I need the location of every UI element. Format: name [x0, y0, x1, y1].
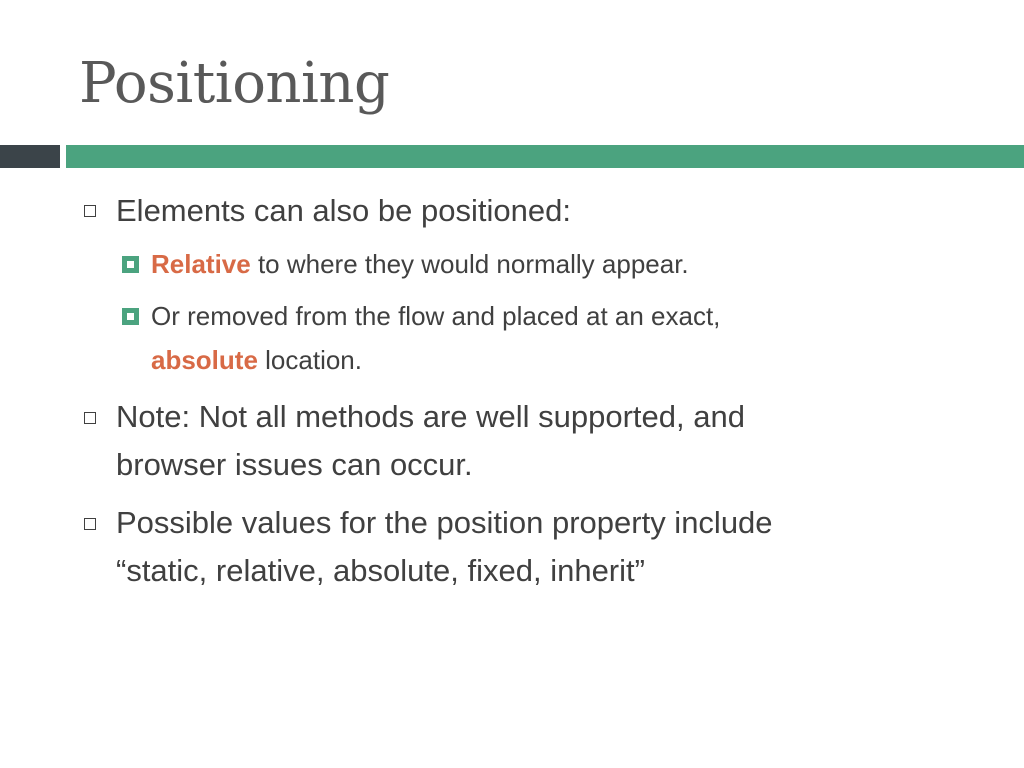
- sub-bullet-rest: to where they would normally appear.: [250, 249, 689, 279]
- hollow-square-bullet-icon: [84, 412, 96, 424]
- slide-title: Positioning: [79, 51, 390, 116]
- bullet-line: “static, relative, absolute, fixed, inherit”: [116, 553, 645, 588]
- bullet-text: Elements can also be positioned:: [116, 193, 571, 228]
- sub-bullet-rest: location.: [257, 345, 362, 375]
- sub-bullet-line: Or removed from the flow and placed at an exact,: [151, 301, 721, 331]
- hollow-square-bullet-icon: [84, 518, 96, 530]
- highlight-relative: Relative: [151, 249, 251, 279]
- sub-bullet-text: [151, 294, 931, 382]
- sub-bullet-line: [151, 338, 931, 382]
- sub-bullet-text: [151, 242, 931, 286]
- bullet-line: Note: Not all methods are well supported, and: [116, 399, 745, 434]
- bullet-line: Possible values for the position property include: [116, 505, 773, 540]
- hollow-square-bullet-icon: [84, 205, 96, 217]
- bullet-line: browser issues can occur.: [116, 447, 473, 482]
- bullet-text: [116, 499, 916, 595]
- green-square-bullet-icon: [122, 256, 139, 273]
- highlight-absolute: absolute: [151, 345, 258, 375]
- bullet-text: [116, 393, 916, 489]
- green-square-bullet-icon: [122, 308, 139, 325]
